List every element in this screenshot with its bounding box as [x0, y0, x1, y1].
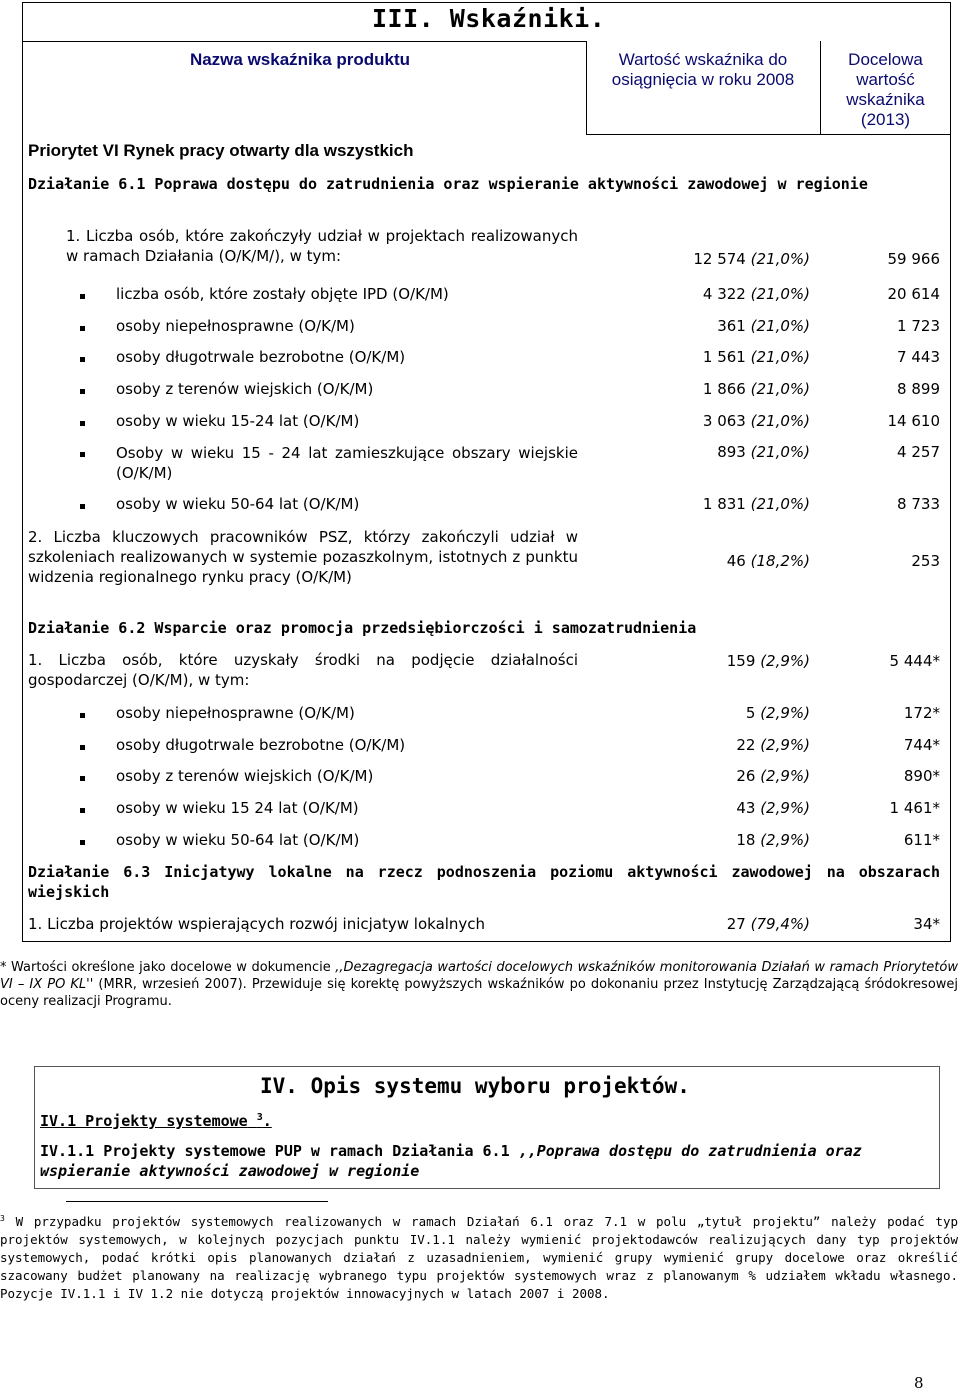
subindicator-target: 20 614 [887, 285, 940, 303]
action-6-3-heading: Działanie 6.3 Inicjatywy lokalne na rzecz podnoszenia poziomu aktywności zawodowej na obszarach wiejskich [28, 863, 940, 901]
bullet-icon [80, 745, 85, 750]
action-6-1-heading: Działanie 6.1 Poprawa dostępu do zatrudnienia oraz wspieranie aktywności zawodowej w regionie [28, 175, 868, 193]
section-4-title: IV. Opis systemu wyboru projektów. [260, 1074, 690, 1098]
subindicator-name: osoby w wieku 15-24 lat (O/K/M) [116, 412, 360, 430]
bullet-icon [80, 713, 85, 718]
action-6-2-heading: Działanie 6.2 Wsparcie oraz promocja przedsiębiorczości i samozatrudnienia [28, 619, 697, 637]
bullet-icon [80, 452, 85, 457]
subindicator-value: 3 063 (21,0%) [702, 412, 810, 430]
subindicator-target: 172* [903, 704, 940, 722]
section-4-1-heading: IV.1 Projekty systemowe $^3$. [40, 1112, 272, 1130]
indicator-6-2-1-value: 159 (2,9%) [726, 652, 810, 670]
indicator-6-3-1-value: 27 (79,4%) [726, 915, 810, 933]
subindicator-name: osoby długotrwale bezrobotne (O/K/M) [116, 348, 406, 366]
subindicator-name: osoby długotrwale bezrobotne (O/K/M) [116, 736, 406, 754]
section-title: III. Wskaźniki. [372, 4, 606, 33]
bullet-icon [80, 776, 85, 781]
subindicator-target: 7 443 [897, 348, 940, 366]
indicator-6-2-1-target: 5 444* [889, 652, 940, 670]
subindicator-name: osoby w wieku 50-64 lat (O/K/M) [116, 495, 360, 513]
subindicator-value: 5 (2,9%) [745, 704, 810, 722]
bullet-icon [80, 504, 85, 509]
bullet-icon [80, 357, 85, 362]
bullet-icon [80, 294, 85, 299]
subindicator-target: 1 723 [897, 317, 940, 335]
subindicator-value: 18 (2,9%) [736, 831, 810, 849]
indicator-6-2-1-name: 1. Liczba osób, które uzyskały środki na podjęcie działalności gospodarczej (O/K/M), w tym: [28, 651, 578, 689]
subindicator-name: osoby z terenów wiejskich (O/K/M) [116, 380, 374, 398]
bullet-icon [80, 808, 85, 813]
subindicator-target: 1 461* [889, 799, 940, 817]
subindicator-value: 26 (2,9%) [736, 767, 810, 785]
subindicator-target: 8 733 [897, 495, 940, 513]
priority-label: Priorytet VI Rynek pracy otwarty dla wszystkich [28, 141, 414, 160]
subindicator-target: 8 899 [897, 380, 940, 398]
indicator-6-3-1-name: 1. Liczba projektów wspierających rozwój inicjatyw lokalnych [28, 915, 486, 933]
subindicator-name: osoby niepełnosprawne (O/K/M) [116, 317, 355, 335]
subindicator-name: Osoby w wieku 15 - 24 lat zamieszkujące obszary wiejskie (O/K/M) [116, 444, 578, 482]
subindicator-value: 1 561 (21,0%) [702, 348, 810, 366]
indicator-6-3-1-target: 34* [913, 915, 940, 933]
subindicator-value: 4 322 (21,0%) [702, 285, 810, 303]
asterisk-note: * Wartości określone jako docelowe w dokumencie ,,Dezagregacja wartości docelowych wskaźników monitorowania Działań w ramach Priorytetów VI – IX PO KL'' (MRR, wrzesień 2007). Przewiduje się korektę powyższych wskaźników po dokonaniu przez Instytucję Zarządzającą śródokresowej oceny realizacji Programu. [0, 960, 959, 1009]
subindicator-target: 890* [903, 767, 940, 785]
bullet-icon [80, 326, 85, 331]
bullet-icon [80, 389, 85, 394]
subindicator-name: osoby z terenów wiejskich (O/K/M) [116, 767, 374, 785]
subindicator-value: 22 (2,9%) [736, 736, 810, 754]
subindicator-target: 611* [903, 831, 940, 849]
subindicator-value: 43 (2,9%) [736, 799, 810, 817]
indicator-6-1-1-name: 1. Liczba osób, które zakończyły udział w projektach realizowanych w ramach Działania (O/K/M/), w tym: [66, 227, 578, 265]
subindicator-value: 893 (21,0%) [717, 443, 810, 461]
subindicator-name: osoby w wieku 15 24 lat (O/K/M) [116, 799, 359, 817]
indicator-6-1-2-name: 2. Liczba kluczowych pracowników PSZ, którzy zakończyli udział w szkoleniach realizowanych w systemie pozaszkolnym, istotnych z punktu widzenia regionalnego rynku pracy (O/K/M) [28, 528, 578, 586]
subindicator-name: osoby w wieku 50-64 lat (O/K/M) [116, 831, 360, 849]
column-header-value-2008: Wartość wskaźnika do osiągnięcia w roku 2008 [611, 50, 795, 89]
footnote: $^3$ W przypadku projektów systemowych realizowanych w ramach Działań 6.1 oraz 7.1 w polu „tytuł projektu” należy podać typ projektów systemowych, w kolejnych pozycjach punktu IV.1.1 należy wymienić projektodawców realizujących dany typ projektów systemowych, podać krótki opis planowanych działań z uzasadnieniem, wymienić grupy wymienić grupy docelowe oraz określić szacowany budżet planowany na realizację wybranego typu projektów systemowych wraz z planowanym % udziałem wkładu własnego. Pozycje IV.1.1 i IV 1.2 nie dotyczą projektów innowacyjnych w latach 2007 i 2008. [0, 1214, 958, 1302]
indicator-6-1-1-value: 12 574 (21,0%) [693, 250, 810, 268]
subindicator-target: 4 257 [897, 443, 940, 461]
subindicator-name: osoby niepełnosprawne (O/K/M) [116, 704, 355, 722]
column-header-target-2013: Docelowa wartość wskaźnika (2013) [846, 50, 925, 129]
page-number: 8 [914, 1374, 924, 1392]
subindicator-value: 1 866 (21,0%) [702, 380, 810, 398]
section-4-1-1-heading: IV.1.1 Projekty systemowe PUP w ramach Działania 6.1 ,,Poprawa dostępu do zatrudnienia oraz wspieranie aktywności zawodowej w regionie [40, 1142, 862, 1180]
subindicator-target: 744* [903, 736, 940, 754]
subindicator-target: 14 610 [887, 412, 940, 430]
bullet-icon [80, 421, 85, 426]
indicator-6-1-2-value: 46 (18,2%) [726, 552, 810, 570]
subindicator-name: liczba osób, które zostały objęte IPD (O/K/M) [116, 285, 449, 303]
subindicator-value: 361 (21,0%) [717, 317, 810, 335]
indicator-6-1-1-target: 59 966 [887, 250, 940, 268]
bullet-icon [80, 840, 85, 845]
column-header-indicator-name: Nazwa wskaźnika produktu [189, 50, 411, 69]
indicator-6-1-2-target: 253 [911, 552, 940, 570]
subindicator-value: 1 831 (21,0%) [702, 495, 810, 513]
